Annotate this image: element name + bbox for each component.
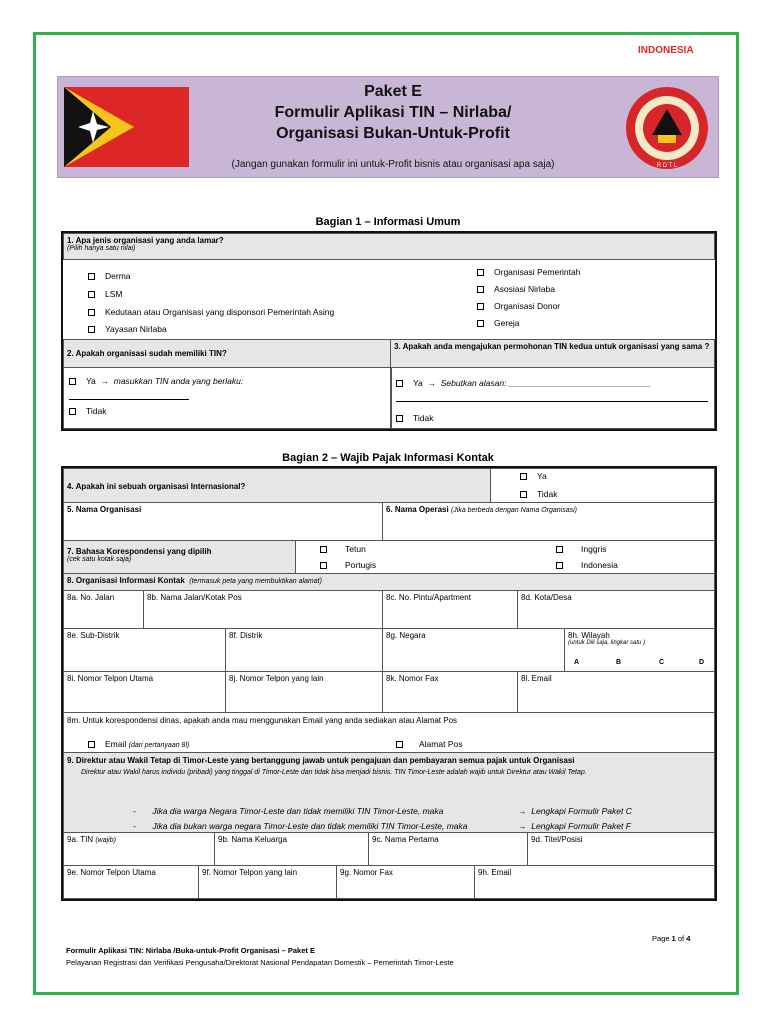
checkbox[interactable]	[396, 741, 403, 748]
q3-header: 3. Apakah anda mengajukan permohonan TIN kedua untuk organisasi yang sama ?	[390, 339, 715, 368]
option-foreign-govt[interactable]: Kedutaan atau Organisasi yang disponsori Pemerintah Asing	[88, 307, 334, 317]
director-main-phone-field[interactable]: 9e. Nomor Telpon Utama	[63, 865, 199, 899]
q2-header: 2. Apakah organisasi sudah memiliki TIN?	[63, 339, 392, 368]
form-header	[57, 76, 719, 178]
timor-leste-flag-icon	[64, 87, 189, 167]
q7-header: 7. Bahasa Korespondensi yang dipilih (cek satu kotak saja)	[63, 540, 296, 574]
option-church[interactable]: Gereja	[477, 318, 520, 328]
option-govt-org[interactable]: Organisasi Pemerintah	[477, 267, 580, 277]
checkbox[interactable]	[69, 408, 76, 415]
lang-tetun[interactable]: Tetun	[320, 544, 366, 554]
arrow-right-icon: →	[518, 821, 527, 831]
checkbox[interactable]	[520, 473, 527, 480]
pref-email-option[interactable]: Email (dari pertanyaan 8l)	[88, 739, 189, 749]
footer-agency: Pelayanan Registrasi dan Verifikasi Pengusaha/Direktorat Nasional Pendapatan Domestik – Pemerintah Timor-Leste	[66, 958, 454, 967]
q1-hint: (Pilih hanya satu nilai)	[67, 245, 136, 252]
region-d[interactable]: D	[699, 659, 705, 666]
q2-no-option[interactable]: Tidak	[69, 406, 106, 416]
q9-case-2: - Jika dia bukan warga negara Timor-Leste dan tidak memiliki TIN Timor-Leste, maka	[133, 821, 468, 831]
q4-no-option[interactable]: Tidak	[520, 489, 557, 499]
q4-yes-option[interactable]: Ya	[520, 471, 547, 481]
country-field[interactable]: 8g. Negara	[382, 628, 565, 672]
option-derma[interactable]: Derma	[88, 271, 131, 281]
checkbox[interactable]	[320, 562, 327, 569]
city-field[interactable]: 8d. Kota/Desa	[517, 590, 715, 629]
door-number-field[interactable]: 8c. No. Pintu/Apartment	[382, 590, 518, 629]
footer-form-name: Formulir Aplikasi TIN: Nirlaba /Buka-untuk-Profit Organisasi – Paket E	[66, 946, 315, 955]
checkbox[interactable]	[477, 286, 484, 293]
region-a[interactable]: A	[574, 659, 580, 666]
option-lsm[interactable]: LSM	[88, 289, 122, 299]
checkbox[interactable]	[477, 303, 484, 310]
operation-name-field[interactable]: 6. Nama Operasi (Jika berbeda dengan Nama Organisasi)	[382, 502, 715, 541]
region-c[interactable]: C	[659, 659, 665, 666]
checkbox[interactable]	[88, 326, 95, 333]
checkbox[interactable]	[88, 309, 95, 316]
q9-case-1: - Jika dia warga Negara Timor-Leste dan tidak memiliki TIN Timor-Leste, maka	[133, 806, 444, 816]
q8-header: 8. Organisasi Informasi Kontak (termasuk peta yang membuktikan alamat)	[63, 573, 715, 591]
checkbox[interactable]	[396, 415, 403, 422]
main-phone-field[interactable]: 8i. Nomor Telpon Utama	[63, 671, 226, 713]
section-2-title: Bagian 2 – Wajib Pajak Informasi Kontak	[282, 452, 494, 464]
form-package-title: Paket E	[364, 83, 422, 100]
form-title-line-2: Organisasi Bukan-Untuk-Profit	[276, 125, 510, 142]
checkbox[interactable]	[88, 741, 95, 748]
q9-header: 9. Direktur atau Wakil Tetap di Timor-Leste yang bertanggung jawab untuk pengajuan dan pembayaran semua pajak untuk Organisasi Direktur atau Wakil harus individu (pribadi) yang tinggal di Timor-Leste dan tidak bisa menjadi bisnis. TIN Timor-Leste adalah wajib untuk Direktur atau Wakil Tetap.	[63, 752, 715, 833]
lang-inggris[interactable]: Inggris	[556, 544, 607, 554]
director-fax-field[interactable]: 9g. Nomor Fax	[336, 865, 475, 899]
checkbox[interactable]	[320, 546, 327, 553]
correspondence-preference: 8m. Untuk korespondensi dinas, apakah anda mau menggunakan Email yang anda sediakan atau Alamat Pos	[63, 712, 715, 753]
page-number: Page 1 of 4	[652, 934, 691, 943]
lang-indonesia[interactable]: Indonesia	[556, 560, 618, 570]
sub-district-field[interactable]: 8e. Sub-Distrik	[63, 628, 226, 672]
email-field[interactable]: 8l. Email	[517, 671, 715, 713]
checkbox[interactable]	[396, 380, 403, 387]
q4-header: 4. Apakah ini sebuah organisasi Internasional?	[63, 468, 491, 503]
q1-label: 1. Apa jenis organisasi yang anda lamar?	[67, 236, 224, 245]
director-title-field[interactable]: 9d. Titel/Posisi	[527, 832, 715, 866]
section-1-title: Bagian 1 – Informasi Umum	[315, 216, 461, 228]
director-tin-field[interactable]: 9a. TIN (wajib)	[63, 832, 215, 866]
arrow-right-icon: →	[100, 376, 110, 386]
checkbox[interactable]	[556, 546, 563, 553]
arrow-right-icon: →	[427, 378, 437, 388]
director-other-phone-field[interactable]: 9f. Nomor Telpon yang lain	[198, 865, 337, 899]
other-phone-field[interactable]: 8j. Nomor Telpon yang lain	[225, 671, 383, 713]
option-donor-org[interactable]: Organisasi Donor	[477, 301, 560, 311]
street-number-field[interactable]: 8a. No. Jalan	[63, 590, 144, 629]
street-name-field[interactable]: 8b. Nama Jalan/Kotak Pos	[143, 590, 383, 629]
director-email-field[interactable]: 9h. Email	[474, 865, 715, 899]
fax-field[interactable]: 8k. Nomor Fax	[382, 671, 518, 713]
q2-yes-option[interactable]: Ya → masukkan TIN anda yang berlaku:	[69, 376, 243, 386]
checkbox[interactable]	[88, 273, 95, 280]
checkbox[interactable]	[88, 291, 95, 298]
form-subtitle: (Jangan gunakan formulir ini untuk-Profit bisnis atau organisasi apa saja)	[231, 159, 555, 170]
option-yayasan[interactable]: Yayasan Nirlaba	[88, 324, 167, 334]
country-label: INDONESIA	[638, 45, 694, 56]
q3-no-option[interactable]: Tidak	[396, 413, 433, 423]
q2-tin-input[interactable]	[69, 399, 189, 400]
checkbox[interactable]	[477, 269, 484, 276]
org-name-field[interactable]: 5. Nama Organisasi	[63, 502, 383, 541]
checkbox[interactable]	[69, 378, 76, 385]
section-1-box	[61, 231, 717, 431]
district-field[interactable]: 8f. Distrik	[225, 628, 383, 672]
option-nonprofit-assoc[interactable]: Asosiasi Nirlaba	[477, 284, 555, 294]
q3-reason-input[interactable]	[396, 401, 708, 402]
national-seal-icon	[624, 85, 710, 171]
arrow-right-icon: →	[518, 806, 527, 816]
q9-case-2-action: → Lengkapi Formulir Paket F	[518, 821, 631, 831]
region-b[interactable]: B	[616, 659, 622, 666]
director-first-name-field[interactable]: 9c. Nama Pertama	[368, 832, 528, 866]
q3-yes-option[interactable]: Ya → Sebutkan alasan: ______________________________	[396, 378, 651, 388]
region-field: 8h. Wilayah (untuk Dili saja, lingkar satu )	[564, 628, 715, 672]
q1-header	[63, 233, 715, 260]
q3-answers	[390, 367, 715, 429]
checkbox[interactable]	[477, 320, 484, 327]
section-2-box	[61, 466, 717, 901]
form-title-line-1: Formulir Aplikasi TIN – Nirlaba/	[274, 104, 512, 121]
lang-portugis[interactable]: Portugis	[320, 560, 376, 570]
svg-text:R D T L: R D T L	[656, 163, 678, 169]
director-family-name-field[interactable]: 9b. Nama Keluarga	[214, 832, 369, 866]
checkbox[interactable]	[556, 562, 563, 569]
pref-post-option[interactable]: Alamat Pos	[396, 739, 462, 749]
q9-case-1-action: → Lengkapi Formulir Paket C	[518, 806, 632, 816]
checkbox[interactable]	[520, 491, 527, 498]
